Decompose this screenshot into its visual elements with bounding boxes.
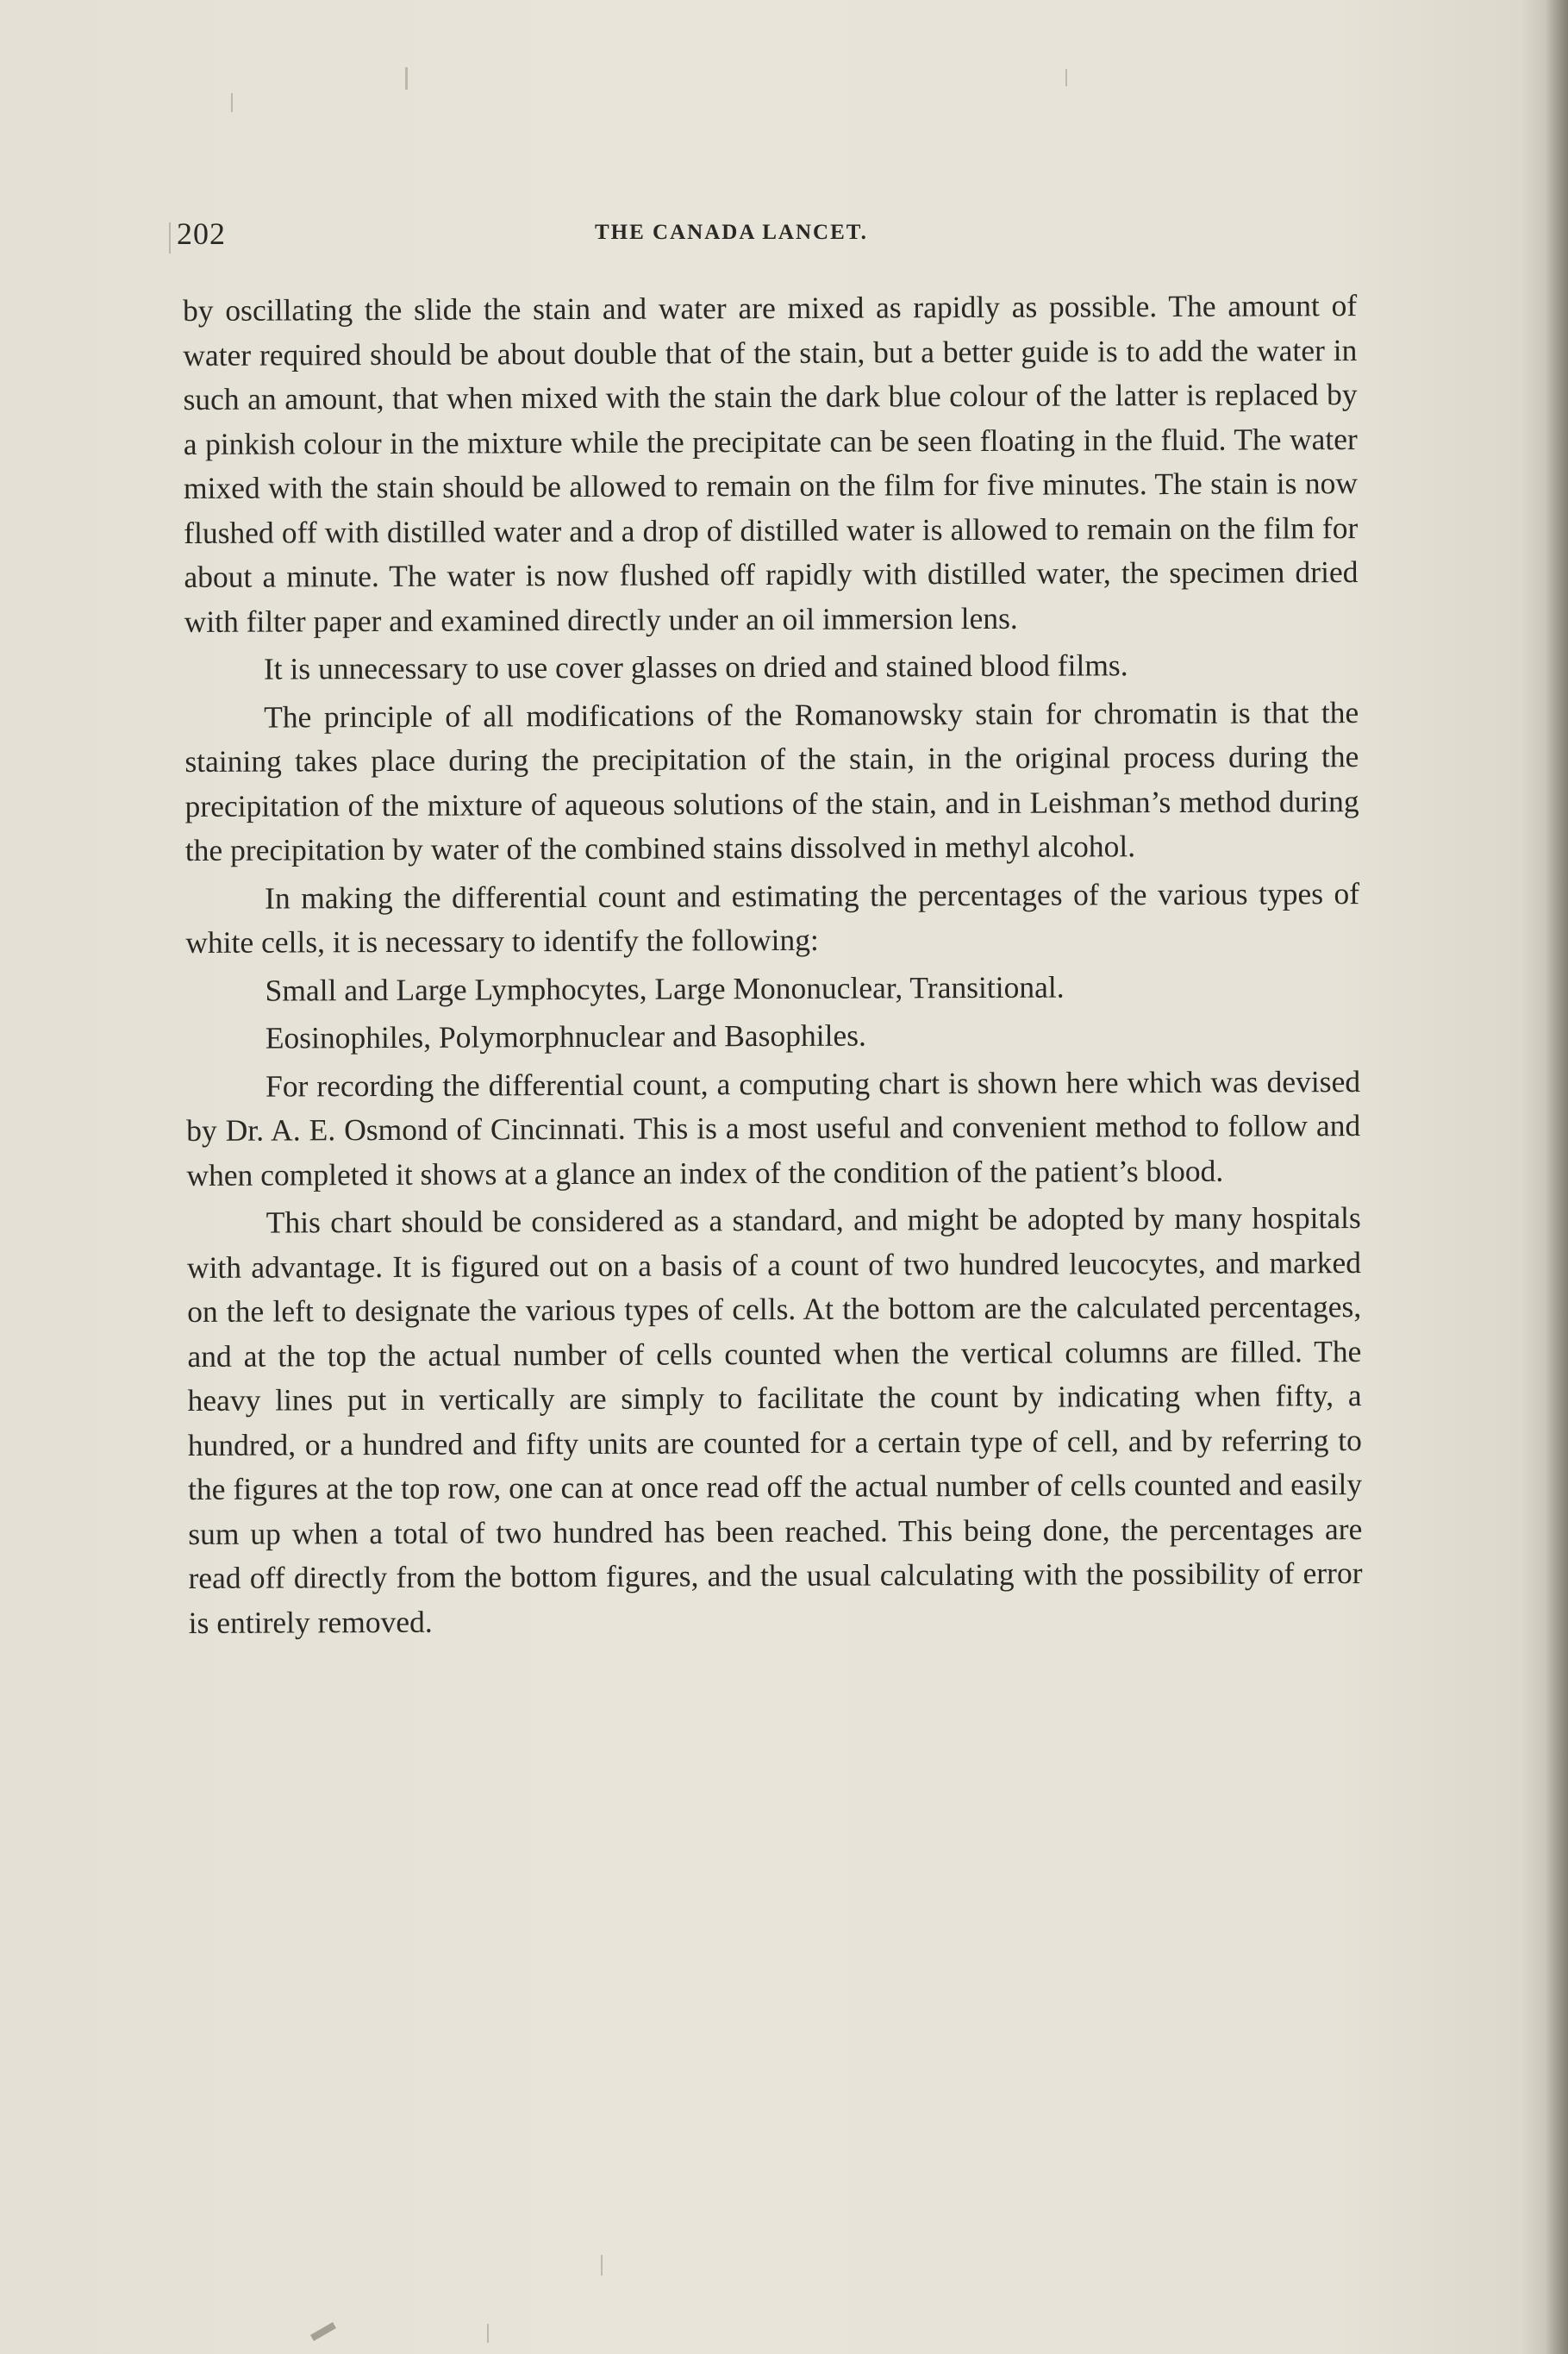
cell-types-line-1: Small and Large Lymphocytes, Large Mononuclear, Transitional. [265, 969, 1065, 1008]
paper-speck [601, 2255, 603, 2276]
paragraph-staining-procedure: by oscillating the slide the stain and water are mixed as rapidly as possible. The amount of water required should be about double that of the stain, but a better guide is to add the water in such an amount, that when mixed with the stain the dark blue colour of the latter is replaced by a pinkish colour in the mixture while the precipitate can be seen floating in the fluid. The water mixed with the stain should be allowed to remain on the film for five minutes. The stain is now flushed off with distilled water and a drop of distilled water is allowed to remain on the film for about a minute. The water is now flushed off rapidly with distilled water, the specimen dried with filter paper and examined directly under an oil immersion lens. [183, 288, 1359, 639]
paper-speck [405, 67, 408, 90]
paper-speck [231, 93, 233, 112]
paper-speck [310, 2322, 336, 2341]
paragraph-computing-chart: For recording the differential count, a computing chart is shown here which was devised by Dr. A. E. Osmond of Cincinnati. This is a most useful and convenient method to follow and when completed it shows at a glance an index of the condition of the patient’s blood. [186, 1063, 1361, 1193]
paper-speck [1065, 69, 1067, 86]
paper-speck [169, 222, 171, 254]
running-title: THE CANADA LANCET. [595, 221, 868, 244]
paragraph-chart-standard: This chart should be considered as a standard, and might be adopted by many hospitals with advantage. It is figured out on a basis of a count of two hundred leucocytes, and marked on the left to designate the various types of cells. At the bottom are the calculated percentages, and at the top the actual number of cells counted when the vertical columns are filled. The heavy lines put in vertically are simply to facilitate the count by indicating when fifty, a hundred, or a hundred and fifty units are counted for a certain type of cell, and by referring to the figures at the top row, one can at once read off the actual number of cells counted and easily sum up when a total of two hundred has been reached. This being done, the percentages are read off directly from the bottom figures, and the usual calculating with the possibility of error is entirely removed. [186, 1200, 1363, 1640]
paper-speck [487, 2324, 489, 2343]
page-header [177, 216, 1358, 259]
cell-types-line-2: Eosinophiles, Polymorphnuclear and Basophiles. [265, 1017, 866, 1055]
page-number: 202 [177, 216, 226, 251]
paragraph-differential-count: In making the differential count and estimating the percentages of the various types of white cells, it is necessary to identify the following: [185, 875, 1360, 960]
paragraph-cover-glasses: It is unnecessary to use cover glasses on dried and stained blood films. [263, 648, 1128, 686]
article-body [183, 284, 1363, 1645]
paragraph-romanowsky-principle: The principle of all modifications of the Romanowsky stain for chromatin is that the staining takes place during the precipitation of the stain, in the original process during the precipitation of the mixture of aqueous solutions of the stain, and in Leishman’s method during the precipitation by water of the combined stains dissolved in methyl alcohol. [184, 694, 1359, 867]
page-edge-shadow [1546, 0, 1568, 2354]
